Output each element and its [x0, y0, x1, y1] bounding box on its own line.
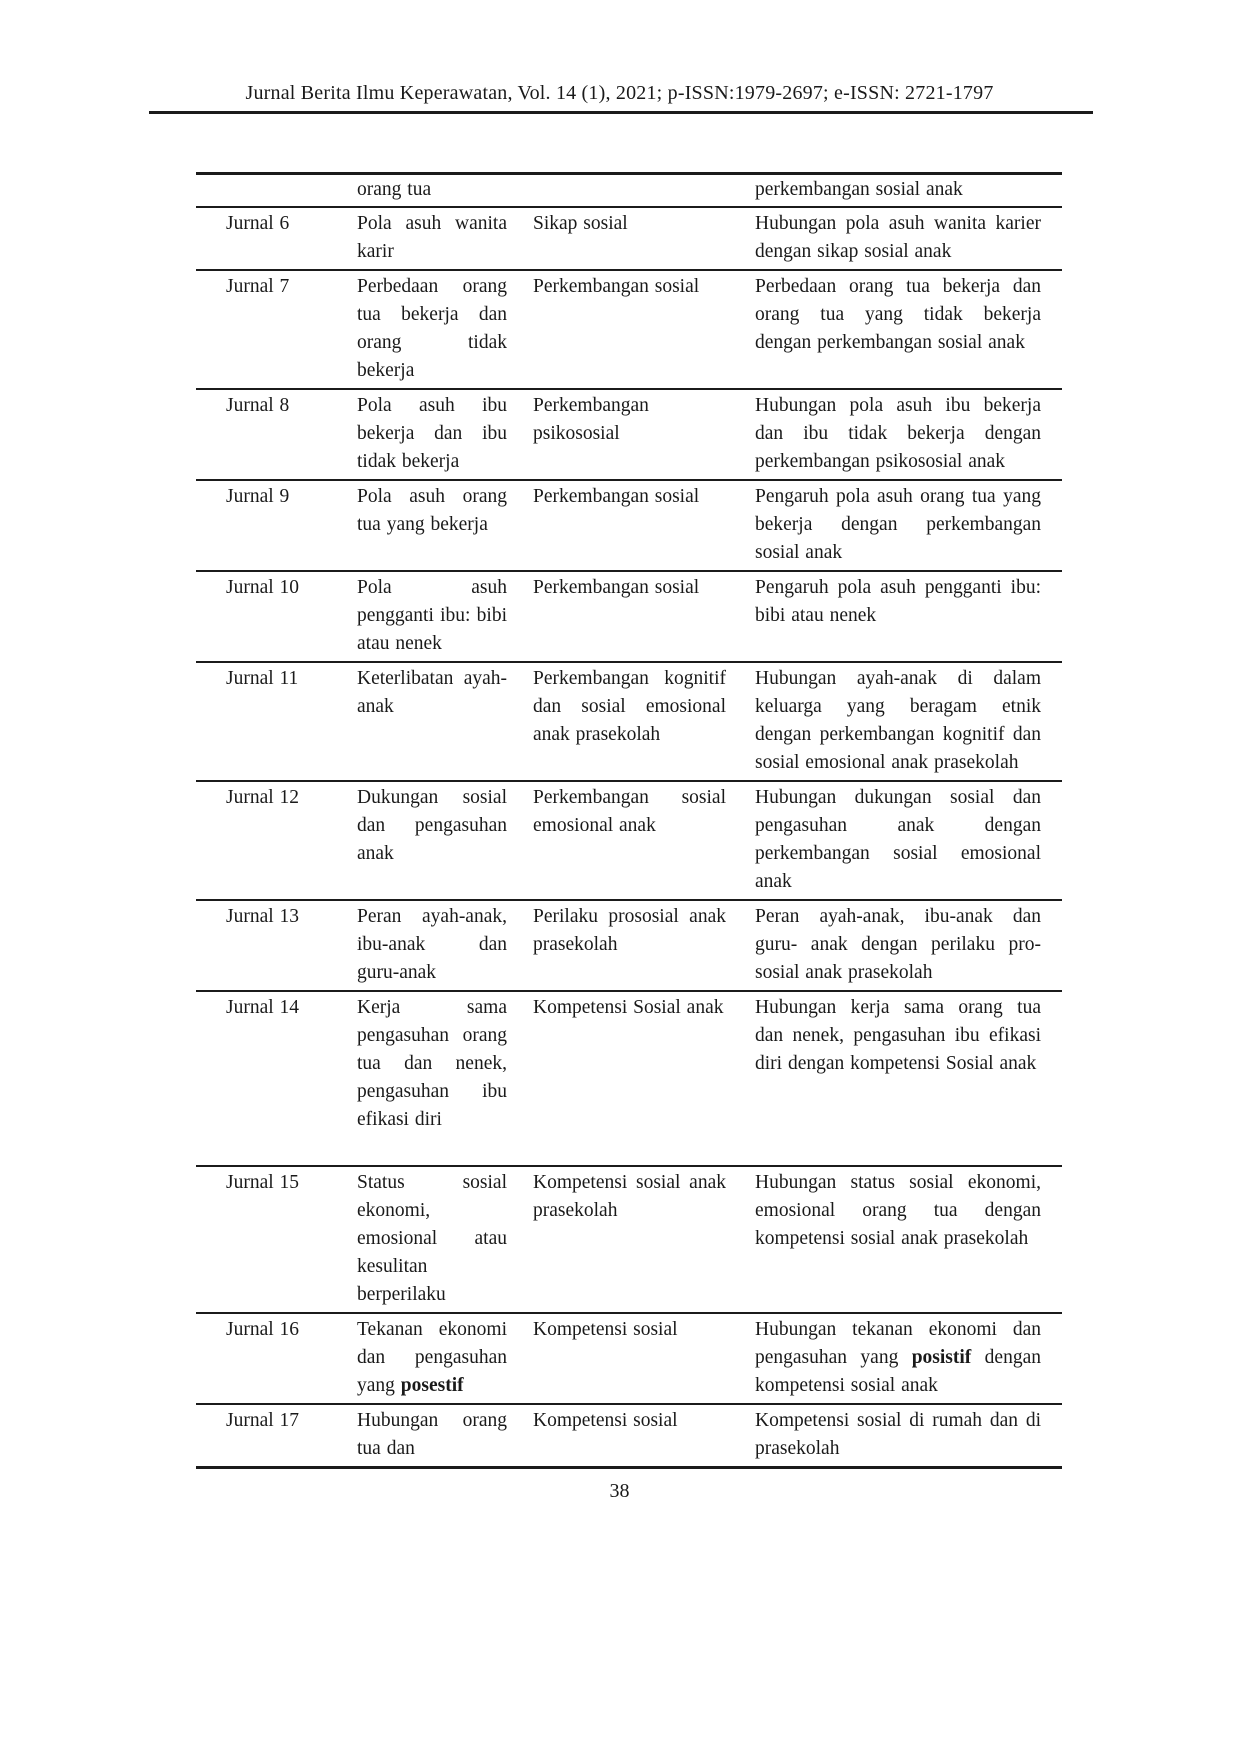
- cell-topic: Pola asuh orang tua yang bekerja: [357, 486, 507, 535]
- cell-topic: Pola asuh wanita karir: [357, 213, 507, 262]
- cell-topic: Dukungan sosial dan pengasuhan anak: [357, 787, 507, 864]
- cell-topic: Pola asuh pengganti ibu: bibi atau nenek: [357, 577, 507, 654]
- cell-journal-number: Jurnal 16: [226, 1319, 300, 1340]
- finding-text: Hubungan tekanan ekonomi dan pengasuhan yang: [755, 1319, 1041, 1368]
- cell-finding: Perbedaan orang tua bekerja dan orang tua yang tidak bekerja dengan perkembangan sosial anak: [755, 276, 1041, 353]
- cell-finding: Peran ayah-anak, ibu-anak dan guru- anak dengan perilaku pro-sosial anak prasekolah: [755, 906, 1041, 983]
- table-row-jurnal-14: [196, 991, 1062, 1166]
- cell-journal-number: Jurnal 17: [226, 1410, 300, 1431]
- table-row-jurnal-7: [196, 270, 1062, 389]
- cell-finding: perkembangan sosial anak: [755, 179, 963, 200]
- topic-text: Tekanan ekonomi dan pengasuhan yang: [357, 1319, 507, 1396]
- cell-topic: Hubungan orang tua dan: [357, 1410, 507, 1459]
- cell-variable: Kompetensi sosial anak prasekolah: [533, 1172, 726, 1221]
- cell-journal-number: Jurnal 6: [226, 213, 290, 234]
- cell-journal-number: Jurnal 15: [226, 1172, 300, 1193]
- literature-review-table: [196, 172, 1062, 1469]
- cell-finding: Hubungan kerja sama orang tua dan nenek, pengasuhan ibu efikasi diri dengan kompetensi Sosial anak: [755, 997, 1041, 1074]
- cell-topic: orang tua: [357, 179, 432, 200]
- cell-journal-number: Jurnal 11: [226, 668, 299, 689]
- table-row-jurnal-15: [196, 1166, 1062, 1313]
- cell-topic: Kerja sama pengasuhan orang tua dan nenek, pengasuhan ibu efikasi diri: [357, 997, 507, 1130]
- cell-topic: Keterlibatan ayah-anak: [357, 668, 507, 717]
- cell-finding: Pengaruh pola asuh pengganti ibu: bibi atau nenek: [755, 577, 1041, 626]
- cell-journal-number: [196, 174, 357, 208]
- cell-variable: Perkembangan sosial: [533, 486, 700, 507]
- cell-topic: Pola asuh ibu bekerja dan ibu tidak bekerja: [357, 395, 507, 472]
- journal-header-text: Jurnal Berita Ilmu Keperawatan, Vol. 14 (1), 2021; p-ISSN:1979-2697; e-ISSN: 2721-1797: [245, 82, 994, 104]
- cell-variable: Perilaku prososial anak prasekolah: [533, 906, 726, 955]
- table-row-jurnal-6: [196, 207, 1062, 270]
- cell-topic: Status sosial ekonomi, emosional atau kesulitan berperilaku: [357, 1172, 507, 1305]
- cell-finding: Hubungan pola asuh ibu bekerja dan ibu tidak bekerja dengan perkembangan psikososial anak: [755, 395, 1041, 472]
- topic-bold-term: posestif: [400, 1375, 464, 1396]
- cell-variable: Perkembangan sosial emosional anak: [533, 787, 726, 836]
- journal-header: [0, 0, 1239, 114]
- table-row-continuation: [196, 174, 1062, 208]
- cell-variable: Kompetensi Sosial anak: [533, 997, 724, 1018]
- table-row-jurnal-16: [196, 1313, 1062, 1404]
- finding-bold-term: posistif: [911, 1347, 972, 1368]
- cell-journal-number: Jurnal 7: [226, 276, 290, 297]
- cell-topic: [357, 1313, 533, 1404]
- table-row-jurnal-13: [196, 900, 1062, 991]
- cell-variable: [533, 174, 755, 208]
- cell-journal-number: Jurnal 12: [226, 787, 300, 808]
- header-rule: [149, 111, 1093, 114]
- cell-journal-number: Jurnal 8: [226, 395, 290, 416]
- page-number: 38: [609, 1480, 630, 1502]
- table-row-jurnal-8: [196, 389, 1062, 480]
- table-row-jurnal-11: [196, 662, 1062, 781]
- cell-finding: Hubungan dukungan sosial dan pengasuhan anak dengan perkembangan sosial emosional anak: [755, 787, 1041, 892]
- cell-finding: Pengaruh pola asuh orang tua yang bekerja dengan perkembangan sosial anak: [755, 486, 1041, 563]
- cell-finding: Kompetensi sosial di rumah dan di prasekolah: [755, 1410, 1041, 1459]
- table-row-jurnal-9: [196, 480, 1062, 571]
- cell-journal-number: Jurnal 9: [226, 486, 290, 507]
- cell-journal-number: Jurnal 10: [226, 577, 300, 598]
- cell-finding: Hubungan pola asuh wanita karier dengan sikap sosial anak: [755, 213, 1041, 262]
- cell-finding: Hubungan ayah-anak di dalam keluarga yang beragam etnik dengan perkembangan kognitif dan sosial emosional anak prasekolah: [755, 668, 1041, 773]
- cell-finding: [755, 1313, 1062, 1404]
- cell-variable: Perkembangan psikososial: [533, 395, 649, 444]
- cell-variable: Sikap sosial: [533, 213, 628, 234]
- table-row-jurnal-17: [196, 1404, 1062, 1468]
- cell-variable: Perkembangan sosial: [533, 577, 700, 598]
- cell-journal-number: Jurnal 14: [226, 997, 300, 1018]
- cell-journal-number: Jurnal 13: [226, 906, 300, 927]
- table-row-jurnal-10: [196, 571, 1062, 662]
- cell-variable: Perkembangan kognitif dan sosial emosional anak prasekolah: [533, 668, 726, 745]
- cell-topic: Peran ayah-anak, ibu-anak dan guru-anak: [357, 906, 507, 983]
- cell-variable: Perkembangan sosial: [533, 276, 700, 297]
- cell-finding: Hubungan status sosial ekonomi, emosional orang tua dengan kompetensi sosial anak prasekolah: [755, 1172, 1041, 1249]
- table-row-jurnal-12: [196, 781, 1062, 900]
- finding-text-suffix: dengan kompetensi sosial anak: [755, 1347, 1041, 1396]
- cell-topic: Perbedaan orang tua bekerja dan orang tidak bekerja: [357, 276, 507, 381]
- cell-variable: Kompetensi sosial: [533, 1410, 678, 1431]
- cell-variable: Kompetensi sosial: [533, 1319, 678, 1340]
